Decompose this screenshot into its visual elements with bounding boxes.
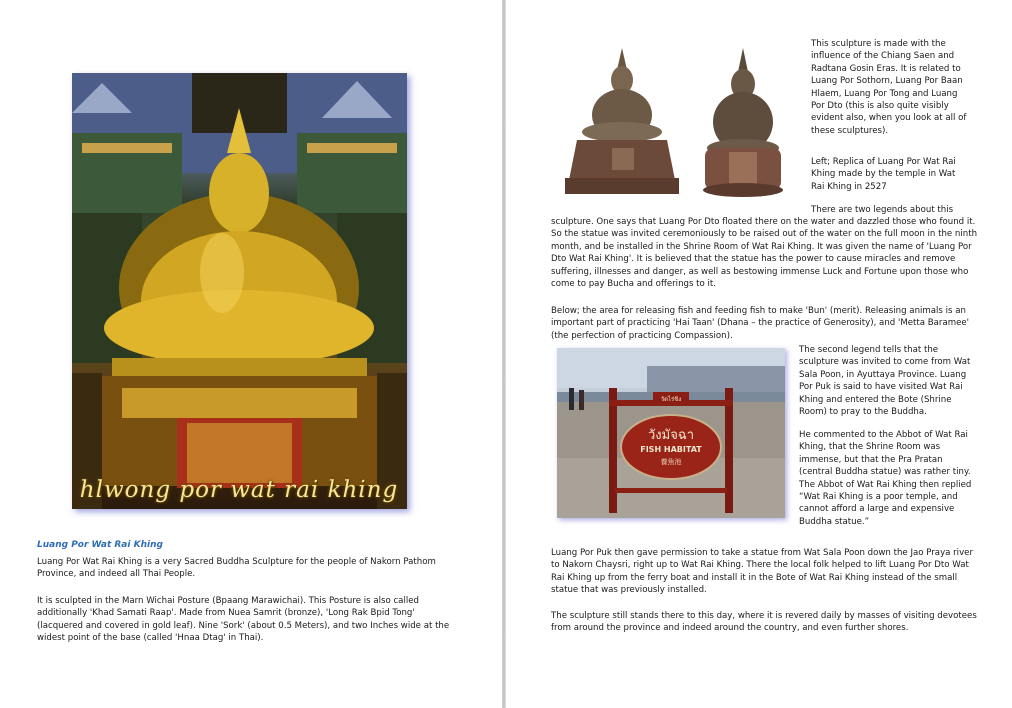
first-legend-paragraph: sculpture. One says that Luang Por Dto floated there on the water and dazzled those who found it. So the statue was invited ceremoniously to be raised out of the water on the full moon in the ninth month, and be installed in the Shrine Room of Wat Rai Khing. It was given the name of 'Luang Por Dto Wat Rai Khing'. It is believed that the statue has the power to cause miracles and remove suffering, illnesses and danger, as well as bestowing immense Luck and Fortune upon those who come to pay Bucha and offerings to it. — [551, 217, 978, 290]
fish-release-paragraph: Below; the area for releasing fish and feeding fish to make 'Bun' (merit). Releasing animals is an important part of practicing 'Hai Taan' (Dhana – the practice of Generosity), and 'Metta Baramee' (the perfection of practicing Compassion). — [551, 306, 970, 341]
sign-thai-text: วังมัจฉา — [648, 428, 694, 443]
sign-chinese-text: 養魚池 — [660, 458, 682, 466]
permission-paragraph: Luang Por Puk then gave permission to take a statue from Wat Sala Poon down the Jao Praya river to Nakorn Chaysri, right up to Wat Rai Khing. There the local folk helped to lift Luang Por Dto Wat Rai Khing up from the ferry boat and install it in the Bote of Wat Rai Khing instead of the small statue that was previously installed. — [551, 548, 973, 596]
sign-top-text: วัดไร่ขิง — [660, 396, 682, 403]
abbot-paragraph: He commented to the Abbot of Wat Rai Khing, that the Shrine Room was immense, but that the Pra Pratan (central Buddha statue) was rather tiny. The Abbot of Wat Rai Khing then replied “Wat Rai Khing is a poor temple, and cannot afford a large and expensive Buddha statue.” — [799, 430, 972, 527]
replica-statues-photo — [557, 40, 799, 202]
sign-english-text: FISH HABITAT — [640, 445, 702, 454]
influence-paragraph: This sculpture is made with the influence of the Chiang Saen and Radtana Gosin Eras. It is related to Luang Por Sothorn, Luang Por Baan Hlaem, Luang Por Tong and Luang Por Dto (this is also quite visibly evident also, when you look at all of these sculptures). — [811, 39, 967, 136]
second-legend-paragraph: The second legend tells that the sculpture was invited to come from Wat Sala Poon, in Ayuttaya Province. Luang Por Puk is said to have visited Wat Rai Khing and entered the Bote (Shrine Room) to pray to the Buddha. — [799, 345, 971, 418]
legends-intro: There are two legends about this — [811, 205, 954, 215]
posture-paragraph: It is sculpted in the Marn Wichai Posture (Bpaang Marawichai). This Posture is also called additionally 'Khad Samati Raap'. Made from Nuea Samrit (bronze), 'Long Rak Bpid Tong' (lacquered and covered in gold leaf). Nine 'Sork' (about 0.5 Meters), and two Inches wide at the widest point of the base (called 'Hnaa Dtag' in Thai). — [37, 596, 450, 644]
fish-habitat-photo — [557, 348, 785, 518]
replica-caption: Left; Replica of Luang Por Wat Rai Khing made by the temple in Wat Rai Khing in 2527 — [811, 157, 956, 192]
buddha-statue-photo — [72, 73, 407, 509]
photo-caption: hlwong por wat rai khing — [79, 477, 399, 503]
section-title: Luang Por Wat Rai Khing — [37, 540, 163, 550]
intro-paragraph: Luang Por Wat Rai Khing is a very Sacred Buddha Sculpture for the people of Nakorn Pathom Province, and indeed all Thai People. — [37, 557, 436, 580]
still-stands-paragraph: The sculpture still stands there to this day, where it is revered daily by masses of visiting devotees from around the province and indeed around the country, and even further shores. — [551, 611, 977, 634]
